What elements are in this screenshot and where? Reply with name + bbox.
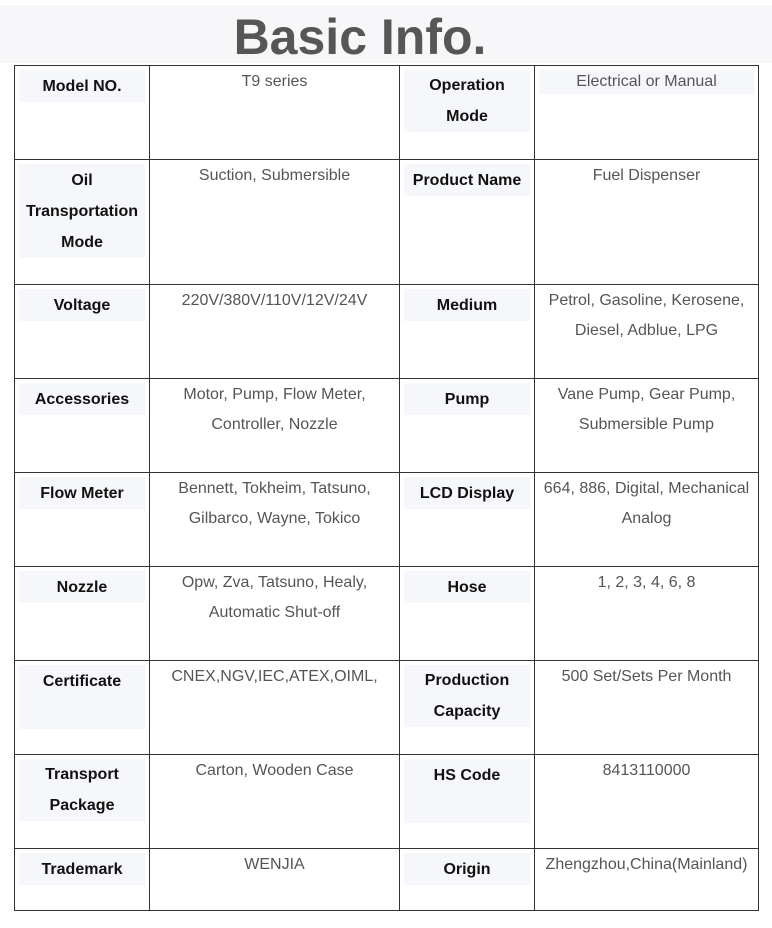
label-cell [400,285,535,379]
table-row [15,849,759,911]
field-value: 8413110000 [602,762,691,779]
table-row [15,567,759,661]
field-value: Zhengzhou,China(Mainland) [545,856,748,873]
table-row [15,473,759,567]
field-value: WENJIA [244,856,305,873]
field-value: 664, 886, Digital, Mechanical Analog [543,480,750,527]
value-cell [150,473,400,567]
field-value: T9 series [241,73,308,90]
value-cell [535,567,759,661]
field-label: Voltage [19,289,145,321]
value-cell [535,473,759,567]
label-cell [400,66,535,160]
field-label: Pump [404,383,530,415]
field-value: Carton, Wooden Case [195,762,354,779]
value-cell [150,66,400,160]
label-cell [400,567,535,661]
field-value: 1, 2, 3, 4, 6, 8 [597,574,696,591]
label-cell [400,379,535,473]
field-value: 500 Set/Sets Per Month [561,668,732,685]
value-cell [150,160,400,285]
label-cell [400,160,535,285]
value-cell [535,755,759,849]
value-cell [535,66,759,160]
label-cell [15,661,150,755]
table-row [15,160,759,285]
table-row [15,379,759,473]
field-label: Trademark [19,853,145,885]
field-label: Oil Transportation Mode [19,164,145,258]
field-value: Vane Pump, Gear Pump, Submersible Pump [557,386,736,433]
table-row [15,755,759,849]
field-label: Operation Mode [404,70,530,132]
table-row [15,285,759,379]
field-label: Medium [404,289,530,321]
value-cell [535,160,759,285]
label-cell [400,849,535,911]
label-cell [15,473,150,567]
field-label: LCD Display [404,477,530,509]
field-value: Opw, Zva, Tatsuno, Healy, Automatic Shut-off [181,574,368,621]
label-cell [15,160,150,285]
table-row [15,66,759,160]
label-cell [15,285,150,379]
field-value: Bennett, Tokheim, Tatsuno, Gilbarco, Wayne, Tokico [178,480,371,527]
title-bar [0,5,772,63]
value-cell [150,285,400,379]
value-cell [535,661,759,755]
label-cell [15,849,150,911]
field-value: Suction, Submersible [198,167,351,184]
value-cell [150,379,400,473]
field-label: Model NO. [19,70,145,102]
field-label: Accessories [19,383,145,415]
label-cell [400,755,535,849]
field-value: Motor, Pump, Flow Meter, Controller, Nozzle [183,386,366,433]
label-cell [15,379,150,473]
field-label: HS Code [404,759,530,823]
value-cell [150,755,400,849]
value-cell [150,661,400,755]
label-cell [15,755,150,849]
label-cell [15,66,150,160]
field-value: Petrol, Gasoline, Kerosene, Diesel, Adblue, LPG [548,292,745,339]
field-label: Origin [404,853,530,885]
basic-info-table [14,65,759,911]
field-value: Electrical or Manual [539,70,754,94]
value-cell [535,849,759,911]
value-cell [150,849,400,911]
label-cell [400,473,535,567]
table-row [15,661,759,755]
label-cell [15,567,150,661]
field-value: 220V/380V/110V/12V/24V [181,292,368,309]
field-label: Flow Meter [19,477,145,509]
value-cell [150,567,400,661]
page-title: Basic Info. [233,9,487,65]
field-label: Transport Package [19,759,145,821]
field-label: Production Capacity [404,665,530,727]
value-cell [535,379,759,473]
field-label: Hose [404,571,530,603]
field-value: CNEX,NGV,IEC,ATEX,OIML, [171,668,378,685]
label-cell [400,661,535,755]
field-label: Product Name [404,164,530,196]
field-label: Certificate [19,665,145,729]
field-label: Nozzle [19,571,145,603]
value-cell [535,285,759,379]
field-value: Fuel Dispenser [592,167,701,184]
